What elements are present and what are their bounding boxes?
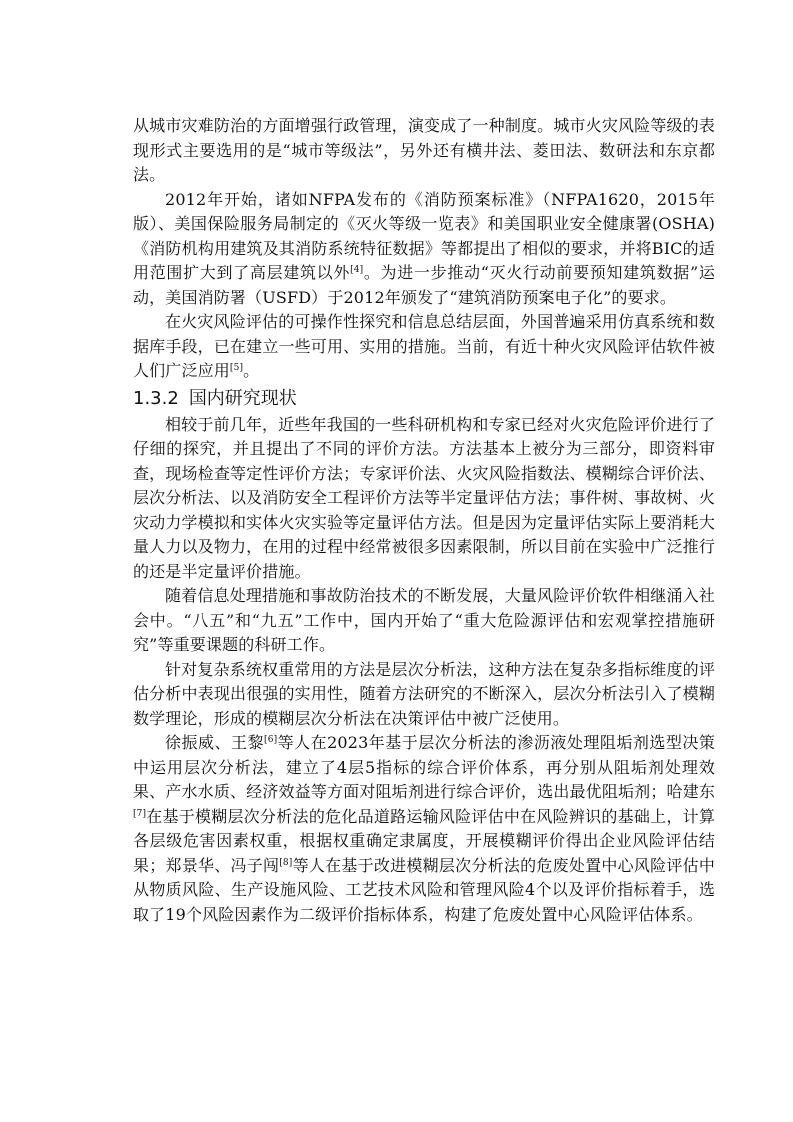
paragraph-text: 在火灾风险评估的可操作性探究和信息总结层面，外国普遍采用仿真系统和数据库手段，已在建立一些可用、实用的措施。当前，有近十种火灾风险评估软件被人们广泛应用 [133,312,715,380]
section-title: 国内研究现状 [188,387,297,409]
paragraph-domestic-methods [133,413,715,585]
paragraph-city-fire-risk [133,114,715,188]
paragraph-text: 相较于前几年，近些年我国的一些科研机构和专家已经对火灾危险评价进行了仔细的探究，并且提出了不同的评价方法。方法基本上被分为三部分，即资料审查，现场检查等定性评价方法；专家评价法、火灾风险指数法、模糊综合评价法、层次分析法、以及消防安全工程评价方法等半定量评估方法；事件树、事故树、火灾动力学模拟和实体火灾实验等定量评估方法。但是因为定量评估实际上要消耗大量人力以及物力，在用的过程中经常被很多因素限制，所以目前在实验中广泛推行的还是半定量评价措施。 [133,414,715,581]
paragraph-text: 2012年开始，诸如NFPA发布的《消防预案标准》（NFPA1620，2015年版）、美国保险服务局制定的《灭火等级一览表》和美国职业安全健康署(OSHA)《消防机构用建筑及其消防系统特征数据》等都提出了相似的要求，并将BIC的适用范围扩大到了高层建筑以外 [133,189,715,282]
citation-ref-8: [8] [279,857,293,868]
paragraph-text: 等人在基于改进模糊层次分析法的危废处置中心风险评估中从物质风险、生产设施风险、工艺技术风险和管理风险4个以及评价指标着手，选取了19个风险因素作为二级评价指标体系，构建了危废处置中心风险评估体系。 [133,855,715,924]
paragraph-text: 等人在2023年基于层次分析法的渗沥液处理阻垢剂选型决策中运用层次分析法，建立了4层5指标的综合评价体系，再分别从阻垢剂处理效果、产水水质、经济效益等方面对阻垢剂进行综合评价，选出最优阻垢剂；哈建东 [133,733,715,801]
citation-ref-6: [6] [264,735,278,745]
body-text [133,114,715,927]
paragraph-simulation-databases [133,310,715,384]
paragraph-text: 随着信息处理措施和事故防治技术的不断发展，大量风险评价软件相继涌入社会中。“八五”和“九五”工作中，国内开始了“重大危险源评估和宏观掌控措施研究”等重要课题的科研工作。 [133,586,715,654]
paragraph-text: 。 [243,361,260,380]
paragraph-text: 从城市灾难防治的方面增强行政管理，演变成了一种制度。城市火灾风险等级的表现形式主要选用的是“城市等级法”，另外还有横井法、菱田法、数研法和东京都法。 [133,116,715,184]
paragraph-related-studies [133,731,715,927]
paragraph-text: 在基于模糊层次分析法的危化品道路运输风险评估中在风险辨识的基础上，计算各层级危害因素权重，根据权重确定隶属度，开展模糊评价得出企业风险评估结果；郑景华、冯子闯 [133,806,715,875]
section-number: 1.3.2 [133,387,179,409]
paragraph-ahp-method [133,658,715,732]
paragraph-nfpa-standards [133,188,715,311]
citation-ref-5: [5] [229,363,244,373]
citation-ref-7: [7] [133,808,147,819]
citation-ref-4: [4] [350,265,364,275]
paragraph-text: 。为进一步推动“灭火行动前要预知建筑数据”运动，美国消防署（USFD）于2012年颁发了“建筑消防预案电子化”的要求。 [133,263,715,307]
paragraph-text: 针对复杂系统权重常用的方法是层次分析法，这种方法在复杂多指标维度的评估分析中表现出很强的实用性，随着方法研究的不断深入，层次分析法引入了模糊数学理论，形成的模糊层次分析法在决策评估中被广泛使用。 [133,659,715,728]
section-heading [133,386,715,412]
paragraph-text: 徐振威、王黎 [165,733,265,752]
paragraph-software-development [133,584,715,658]
